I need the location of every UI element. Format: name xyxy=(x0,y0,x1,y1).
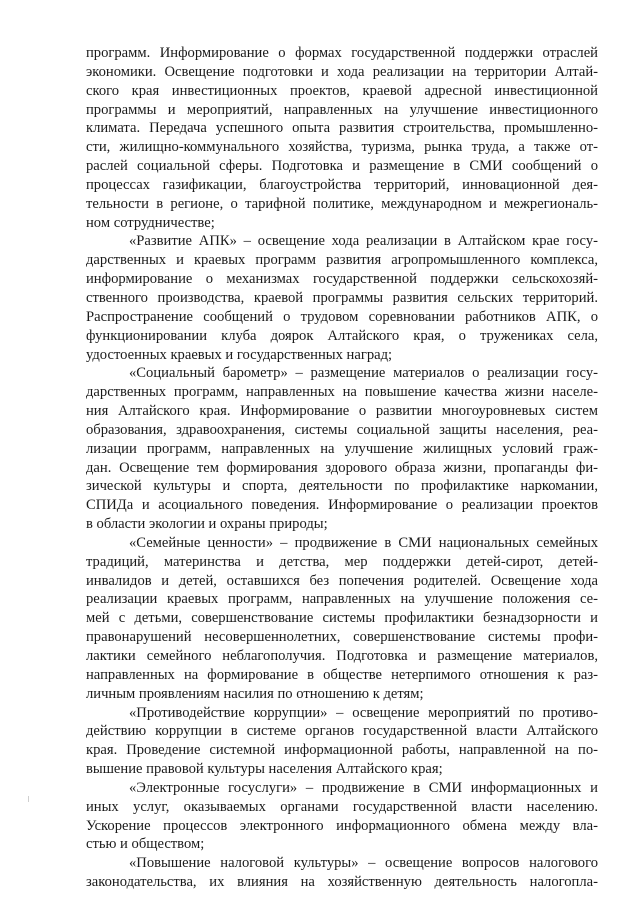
text-line: законодательства, их влияния на хозяйственную деятельность налогопла- xyxy=(86,874,598,891)
text-line: дарственных программ, направленных на повышение качества жизни населе- xyxy=(86,384,598,401)
text-line: сти, жилищно-коммунального хозяйства, туризма, рынка труда, а также от- xyxy=(86,139,598,156)
text-line: Распространение сообщений о трудовом соревновании работников АПК, о xyxy=(86,308,598,325)
text-line: ского края инвестиционных проектов, краевой адресной инвестиционной xyxy=(86,82,598,99)
text-line: края. Проведение системной информационной работы, направленной на по- xyxy=(86,742,598,759)
text-line: вышение правовой культуры населения Алтайского края; xyxy=(86,761,443,778)
text-line: удостоенных краевых и государственных наград; xyxy=(86,346,393,363)
text-line: тельности в регионе, о тарифной политике, международном и межрегиональ- xyxy=(86,195,598,212)
document-body-text xyxy=(86,44,598,892)
paragraph-first-line: «Повышение налоговой культуры» – освещение вопросов налогового xyxy=(129,855,598,872)
text-line: стью и обществом; xyxy=(86,836,205,853)
scan-margin-mark xyxy=(28,796,29,802)
text-line: ственного производства, краевой программы развития сельских территорий. xyxy=(86,289,598,306)
text-line: мей с детьми, совершенствование системы профилактики безнадзорности и xyxy=(86,610,598,627)
paragraph-first-line: «Семейные ценности» – продвижение в СМИ национальных семейных xyxy=(129,534,598,551)
text-line: экономики. Освещение подготовки и хода реализации на территории Алтай- xyxy=(86,63,598,80)
text-line: климата. Передача успешного опыта развития строительства, промышленно- xyxy=(86,120,598,137)
text-line: дарственных и краевых программ развития агропромышленного комплекса, xyxy=(86,252,598,269)
text-line: Ускорение процессов электронного информационного обмена между вла- xyxy=(86,817,598,834)
text-line: образования, здравоохранения, системы социальной защиты населения, реа- xyxy=(86,421,598,438)
text-line: ном сотрудничестве; xyxy=(86,214,215,231)
text-line: традиций, материнства и детства, мер поддержки детей-сирот, детей- xyxy=(86,553,598,570)
paragraph-first-line: «Электронные госуслуги» – продвижение в СМИ информационных и xyxy=(129,779,598,796)
text-line: направленных на формирование в обществе нетерпимого отношения к раз- xyxy=(86,666,598,683)
text-line: раслей социальной сферы. Подготовка и размещение в СМИ сообщений о xyxy=(86,158,598,175)
text-line: в области экологии и охраны природы; xyxy=(86,516,328,533)
text-line: процессах газификации, благоустройства территорий, инновационной дея- xyxy=(86,176,598,193)
text-line: программы и мероприятий, направленных на улучшение инвестиционного xyxy=(86,101,598,118)
text-line: инвалидов и детей, оставшихся без попечения родителей. Освещение хода xyxy=(86,572,598,589)
text-line: дан. Освещение тем формирования здорового образа жизни, пропаганды фи- xyxy=(86,459,598,476)
text-line: лактики семейного неблагополучия. Подготовка и размещение материалов, xyxy=(86,648,598,664)
paragraph-first-line: «Социальный барометр» – размещение материалов о реализации госу- xyxy=(129,365,598,382)
text-line: иных услуг, оказываемых органами государственной власти населению. xyxy=(86,798,598,815)
text-line: лизации программ, направленных на улучшение жилищных условий граж- xyxy=(86,440,598,457)
text-line: СПИДа и асоциального поведения. Информирование о реализации проектов xyxy=(86,497,598,514)
text-line: ния Алтайского края. Информирование о развитии многоуровневых систем xyxy=(86,403,598,420)
text-line: правонарушений несовершеннолетних, совершенствование системы профи- xyxy=(86,629,598,646)
paragraph-first-line: «Развитие АПК» – освещение хода реализации в Алтайском крае госу- xyxy=(129,233,598,250)
paragraph-first-line: «Противодействие коррупции» – освещение мероприятий по противо- xyxy=(129,704,598,721)
text-line: программ. Информирование о формах государственной поддержки отраслей xyxy=(86,45,598,61)
text-line: зической культуры и спорта, деятельности по профилактике наркомании, xyxy=(86,478,598,495)
text-line: личным проявлениям насилия по отношению к детям; xyxy=(86,685,424,702)
text-line: функционировании клуба доярок Алтайского края, о тружениках села, xyxy=(86,327,598,344)
text-line: информирование о механизмах государственной поддержки сельскохозяй- xyxy=(86,271,598,288)
text-line: реализации краевых программ, направленных на улучшение положения се- xyxy=(86,591,598,608)
text-line: действию коррупции в системе органов государственной власти Алтайского xyxy=(86,723,598,740)
